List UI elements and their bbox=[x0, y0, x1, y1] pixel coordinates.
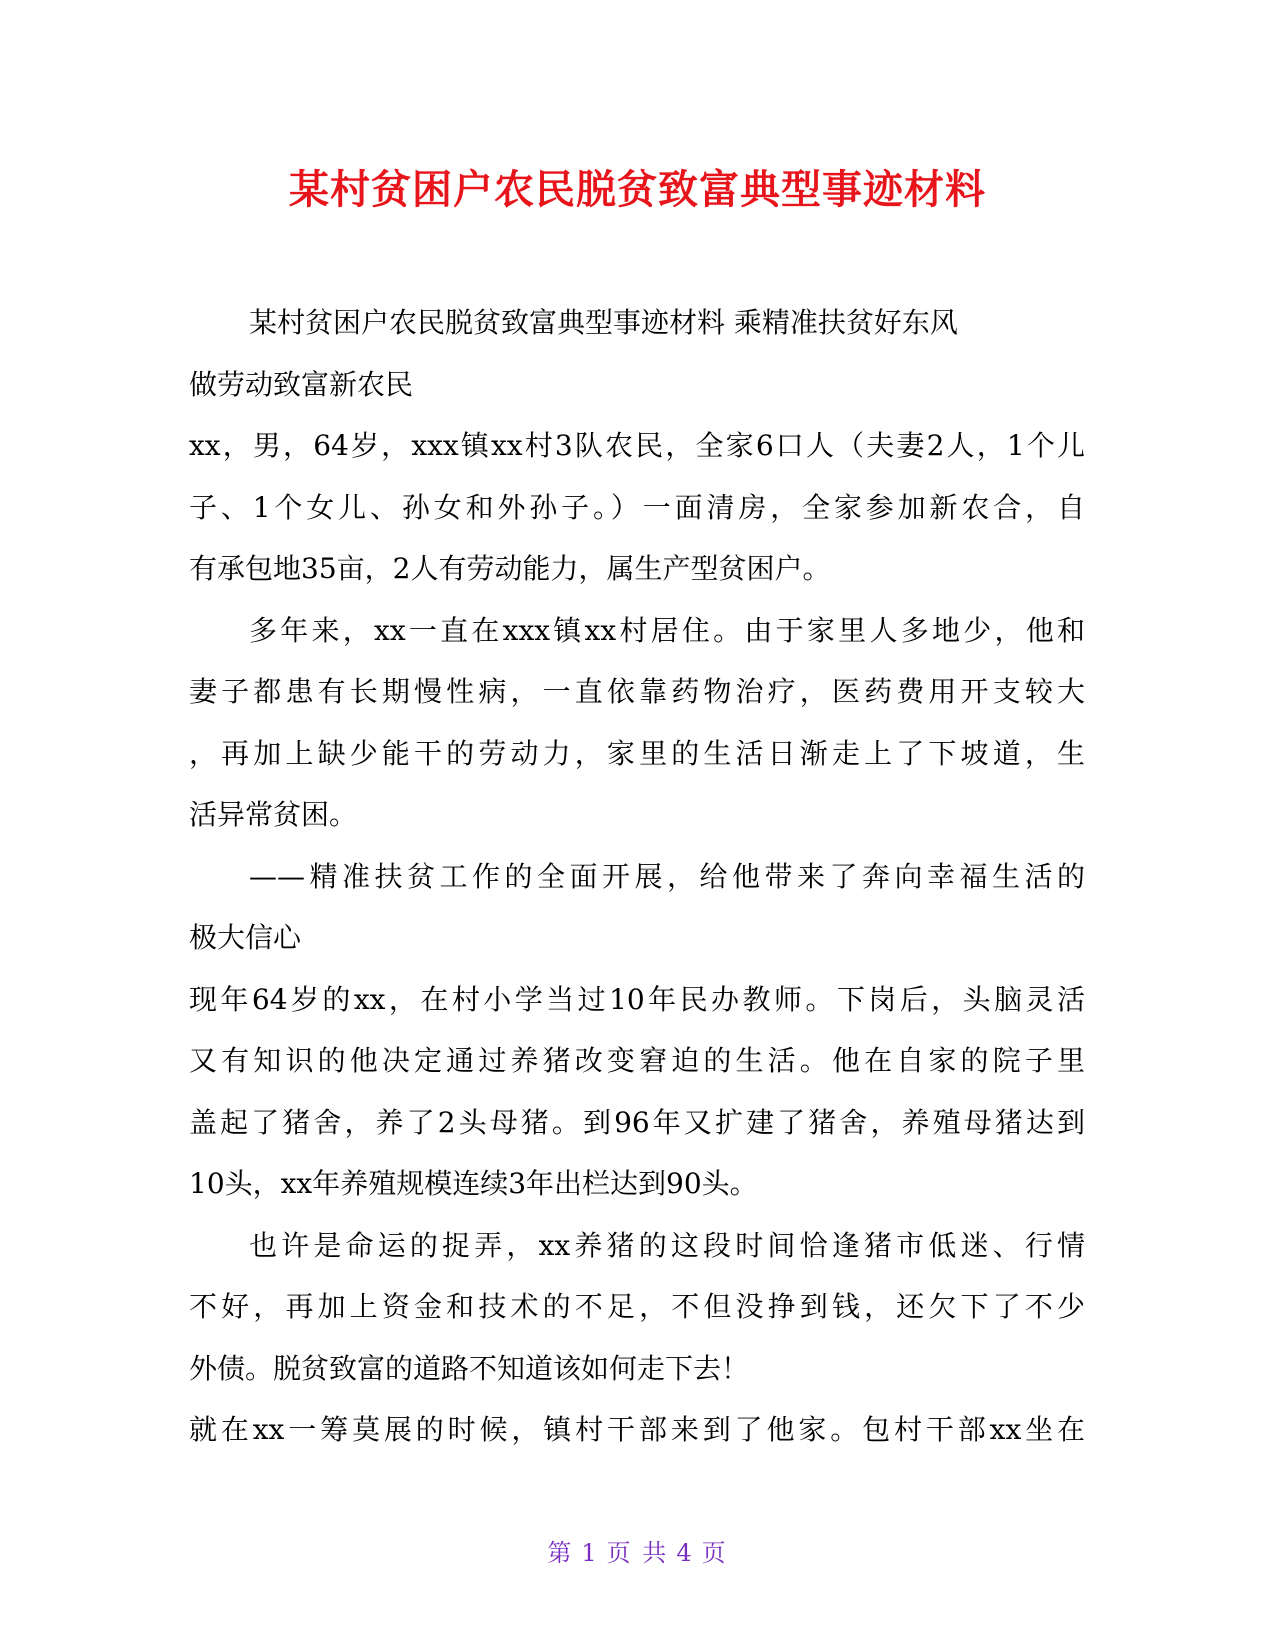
body-line: xx，男，64岁，xxx镇xx村3队农民，全家6口人（夫妻2人，1个儿 bbox=[189, 429, 1085, 462]
body-line: 做劳动致富新农民 bbox=[189, 367, 414, 401]
body-line: 活异常贫困。 bbox=[189, 798, 358, 831]
page-label-mid: 页 共 bbox=[606, 1539, 669, 1567]
body-line: 就在xx一筹莫展的时候，镇村干部来到了他家。包村干部xx坐在 bbox=[189, 1413, 1085, 1446]
body-line: 某村贫困户农民脱贫致富典型事迹材料 乘精准扶贫好东风 bbox=[249, 306, 958, 339]
body-line: 10头，xx年养殖规模连续3年出栏达到90头。 bbox=[189, 1167, 758, 1200]
page-label-prefix: 第 bbox=[547, 1539, 574, 1567]
body-line: 子、1个女儿、孙女和外孙子。）一面清房，全家参加新农合，自 bbox=[189, 490, 1085, 524]
body-line: 又有知识的他决定通过养猪改变窘迫的生活。他在自家的院子里 bbox=[189, 1044, 1085, 1077]
body-line: 极大信心 bbox=[189, 921, 302, 954]
body-line: 也许是命运的捉弄，xx养猪的这段时间恰逢猪市低迷、行情 bbox=[249, 1228, 1085, 1262]
total-pages-number: 4 bbox=[676, 1539, 694, 1567]
body-line: ——精准扶贫工作的全面开展，给他带来了奔向幸福生活的 bbox=[249, 859, 1085, 893]
body-line: 盖起了猪舍，养了2头母猪。到96年又扩建了猪舍，养殖母猪达到 bbox=[189, 1105, 1085, 1139]
current-page-number: 1 bbox=[581, 1539, 599, 1567]
document-body bbox=[189, 292, 1085, 1461]
body-line: 妻子都患有长期慢性病，一直依靠药物治疗，医药费用开支较大 bbox=[189, 675, 1085, 708]
body-line: 多年来，xx一直在xxx镇xx村居住。由于家里人多地少，他和 bbox=[249, 613, 1085, 647]
body-line: 外债。脱贫致富的道路不知道该如何走下去！ bbox=[189, 1351, 750, 1385]
page-label-suffix: 页 bbox=[701, 1539, 728, 1567]
page-footer bbox=[0, 1538, 1275, 1568]
body-line: 现年64岁的xx，在村小学当过10年民办教师。下岗后，头脑灵活 bbox=[189, 982, 1085, 1016]
body-line: ，再加上缺少能干的劳动力，家里的生活日渐走上了下坡道，生 bbox=[189, 736, 1085, 770]
document-title: 某村贫困户农民脱贫致富典型事迹材料 bbox=[289, 167, 986, 213]
body-line: 有承包地35亩，2人有劳动能力，属生产型贫困户。 bbox=[189, 552, 831, 585]
body-line: 不好，再加上资金和技术的不足，不但没挣到钱，还欠下了不少 bbox=[189, 1290, 1085, 1323]
